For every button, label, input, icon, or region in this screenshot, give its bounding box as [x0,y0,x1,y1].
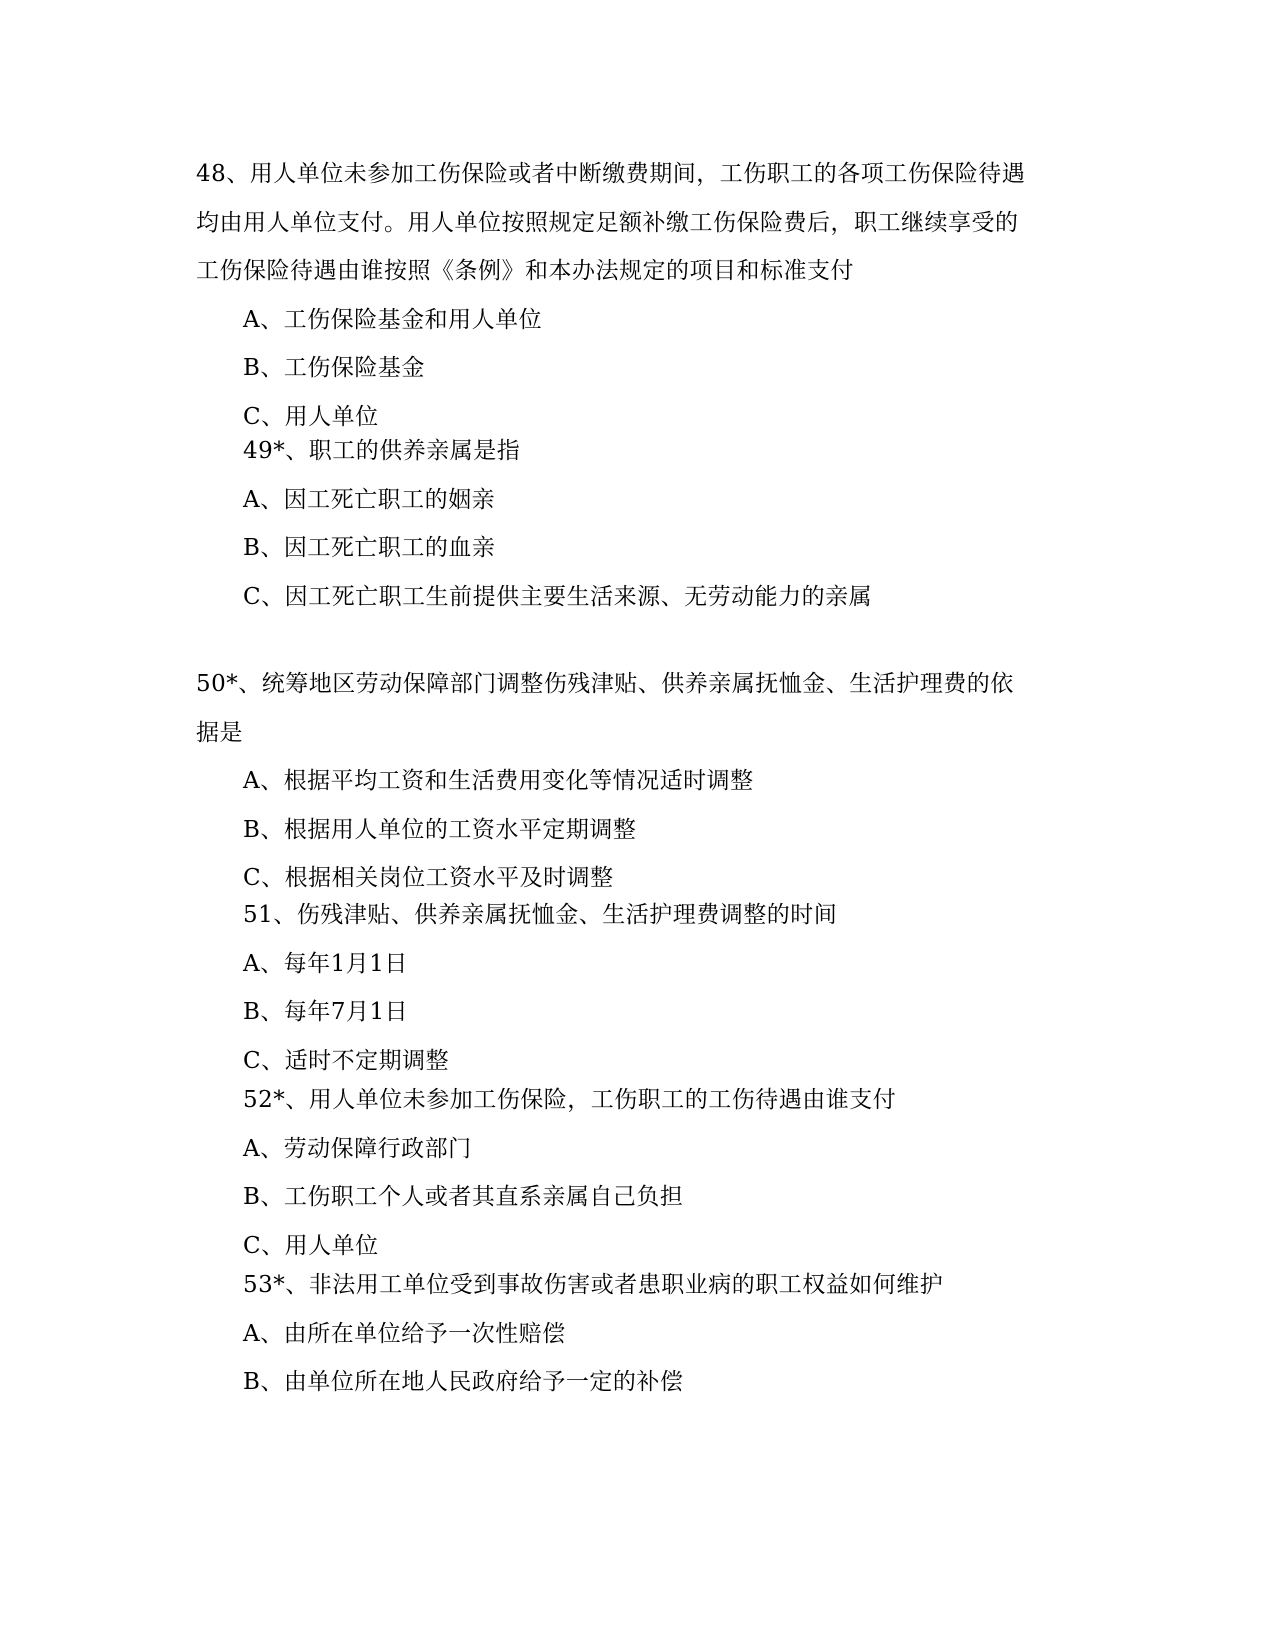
question-49-option-a: A、因工死亡职工的姻亲 [243,486,496,513]
question-53 [196,1261,1076,1407]
question-51-option-a: A、每年1月1日 [243,950,408,977]
question-49-stem: 49*、职工的供养亲属是指 [243,438,521,464]
question-52-option-a: A、劳动保障行政部门 [243,1135,472,1162]
question-48-stem-line-2: 均由用人单位支付。用人单位按照规定足额补缴工伤保险费后，职工继续享受的 [196,209,1019,236]
question-50-option-a: A、根据平均工资和生活费用变化等情况适时调整 [243,768,754,794]
question-50 [196,660,1076,903]
question-53-option-b: B、由单位所在地人民政府给予一定的补偿 [243,1369,684,1395]
question-50-option-b: B、根据用人单位的工资水平定期调整 [243,816,637,843]
question-49 [196,427,1076,621]
question-48 [196,150,1076,441]
question-49-option-c: C、因工死亡职工生前提供主要生活来源、无劳动能力的亲属 [243,583,873,610]
question-48-option-b: B、工伤保险基金 [243,355,425,381]
question-48-option-c: C、用人单位 [243,403,379,430]
question-51-option-c: C、适时不定期调整 [243,1047,450,1074]
question-51 [196,891,1076,1085]
question-53-option-a: A、由所在单位给予一次性赔偿 [243,1320,566,1347]
question-52-option-b: B、工伤职工个人或者其直系亲属自己负担 [243,1184,684,1210]
question-48-option-a: A、工伤保险基金和用人单位 [243,306,543,333]
question-50-option-c: C、根据相关岗位工资水平及时调整 [243,865,614,891]
question-48-stem-line-3: 工伤保险待遇由谁按照《条例》和本办法规定的项目和标准支付 [196,258,854,284]
question-52 [196,1076,1076,1270]
question-50-stem-line-2: 据是 [196,719,243,746]
question-53-stem: 53*、非法用工单位受到事故伤害或者患职业病的职工权益如何维护 [243,1272,944,1298]
question-49-option-b: B、因工死亡职工的血亲 [243,535,496,561]
question-50-stem-line-1: 50*、统筹地区劳动保障部门调整伤残津贴、供养亲属抚恤金、生活护理费的依 [196,671,1014,697]
question-51-option-b: B、每年7月1日 [243,999,409,1025]
question-48-stem-line-1: 48、用人单位未参加工伤保险或者中断缴费期间，工伤职工的各项工伤保险待遇 [196,161,1026,187]
question-51-stem: 51、伤残津贴、供养亲属抚恤金、生活护理费调整的时间 [243,902,838,928]
question-52-stem: 52*、用人单位未参加工伤保险，工伤职工的工伤待遇由谁支付 [243,1087,897,1113]
question-52-option-c: C、用人单位 [243,1232,379,1259]
